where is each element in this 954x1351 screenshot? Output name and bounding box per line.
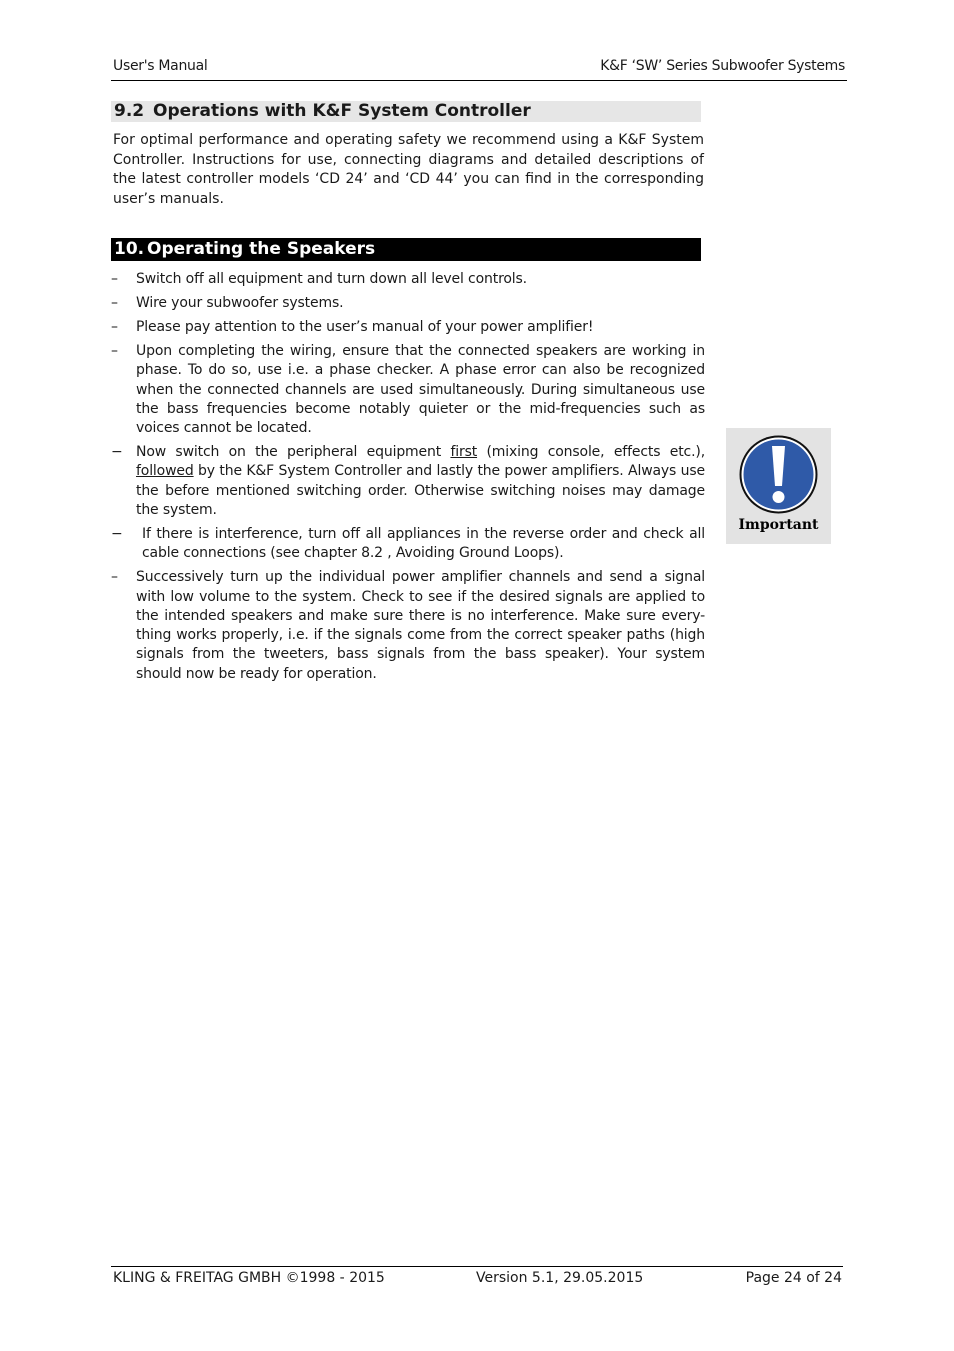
- list-item-text: Upon completing the wiring, ensure that the connected speakers are working in phase. To do so, use i.e. a phase checker. A phase error can also be recognized when the connected channels are used simultaneously. During simultaneous use the bass frequencies become notably quieter or the mid-frequencies such as voices cannot be located.: [136, 342, 705, 437]
- section-9-2-title: Operations with K&F System Controller: [153, 101, 531, 121]
- list-text-part: Now switch on the peripheral equipment: [136, 444, 451, 461]
- header-product-title: K&F ‘SW’ Series Subwoofer Systems: [600, 58, 845, 74]
- list-dash: –: [111, 342, 118, 359]
- footer-version: Version 5.1, 29.05.2015: [476, 1270, 644, 1286]
- underlined-word-followed: followed: [136, 463, 194, 480]
- list-item-text: If there is interference, turn off all appliances in the reverse order and check all cable connections (see chapter 8.2 , Avoiding Ground Loops).: [142, 526, 705, 562]
- list-dash: −: [111, 526, 123, 542]
- list-text-part: by the K&F System Controller and lastly the power amplifiers. Always use the before mentioned switching order. Otherwise switching noises may damage the system.: [136, 463, 705, 519]
- list-dash: –: [111, 294, 118, 311]
- header-manual-title: User's Manual: [113, 58, 208, 74]
- list-item: [111, 443, 705, 520]
- section-10-title: Operating the Speakers: [147, 239, 376, 259]
- exclamation-icon: [738, 434, 819, 515]
- list-item: [111, 525, 705, 564]
- list-text-part: (mixing console, effects etc.),: [477, 444, 705, 461]
- list-item-text: Switch off all equipment and turn down all level controls.: [136, 271, 527, 287]
- list-dash: −: [111, 444, 123, 461]
- footer-rule: [111, 1266, 843, 1267]
- list-item-text: Successively turn up the individual power amplifier channels and send a signal with low volume to the system. Check to see if the desired signals are applied to the intended speakers and make sure there is no interference. Make sure every-thing works properly, i.e. if the signals come from the correct speaker paths (high signals from the tweeters, bass signals from the bass speaker). Your system should now be ready for operation.: [136, 569, 705, 682]
- important-label: Important: [738, 517, 819, 533]
- list-dash: –: [111, 271, 118, 287]
- list-item-text: Please pay attention to the user’s manual of your power amplifier!: [136, 318, 594, 335]
- section-9-2-heading: [111, 101, 701, 122]
- footer-copyright: KLING & FREITAG GMBH ©1998 - 2015: [113, 1270, 385, 1286]
- list-item: [111, 270, 705, 289]
- footer-page-number: Page 24 of 24: [745, 1270, 842, 1286]
- list-dash: –: [111, 569, 118, 586]
- list-item: [111, 568, 705, 684]
- operating-steps-list: [111, 270, 705, 689]
- list-item-text: [136, 443, 705, 520]
- header-rule: [111, 80, 847, 81]
- section-9-2-paragraph: For optimal performance and operating safety we recommend using a K&F System Controller. Instructions for use, connecting diagrams and detailed descriptions of the latest controller models ‘CD 24’ and ‘CD 44’ you can find in the corresponding user’s manuals.: [113, 132, 704, 207]
- section-10-heading: [111, 238, 701, 261]
- section-10-number: 10.: [114, 239, 145, 259]
- list-item: [111, 294, 705, 313]
- important-notice-box: [726, 428, 831, 544]
- list-item: [111, 318, 705, 337]
- section-9-2-number: 9.2: [114, 101, 145, 121]
- list-dash: –: [111, 318, 118, 335]
- list-item: [111, 342, 705, 438]
- list-item-text: Wire your subwoofer systems.: [136, 294, 344, 311]
- underlined-word-first: first: [450, 444, 478, 461]
